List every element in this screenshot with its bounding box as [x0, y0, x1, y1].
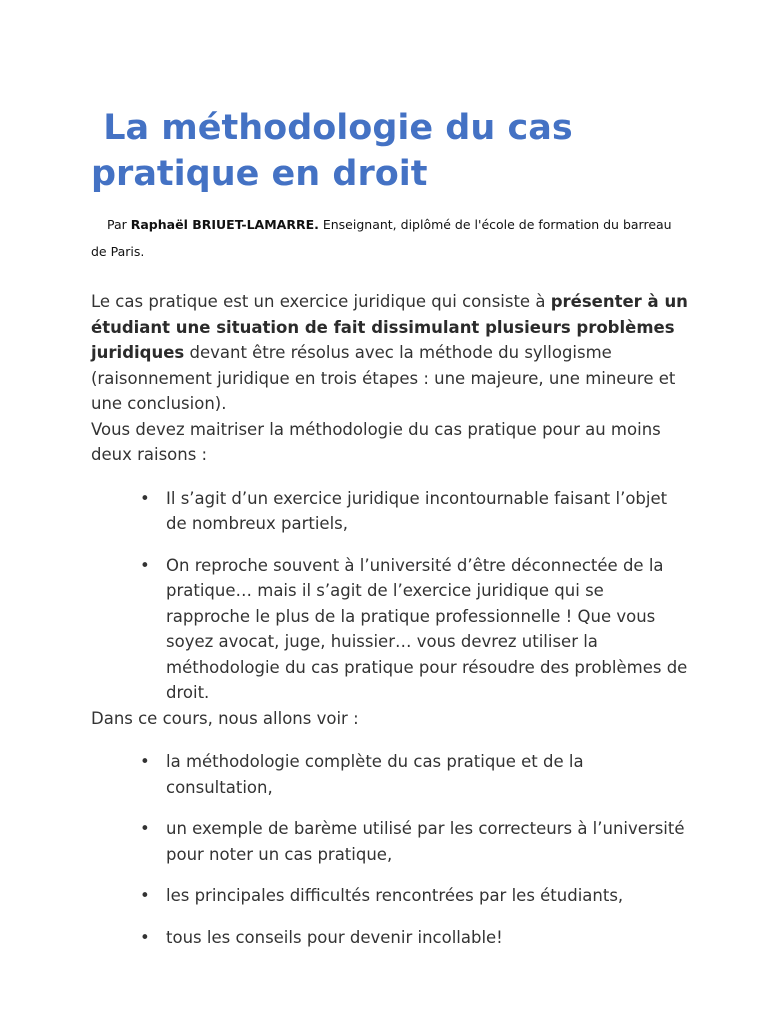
- course-intro: Dans ce cours, nous allons voir :: [91, 708, 359, 728]
- intro-paragraph: [91, 289, 691, 417]
- intro-bold-text: présenter à un étudiant une situation de fait dissimulant plusieurs problèmes juridiques: [91, 292, 688, 362]
- list-item: [140, 486, 691, 537]
- list-item-text: un exemple de barème utilisé par les correcteurs à l’université pour noter un cas pratique,: [166, 819, 685, 864]
- reasons-list: [91, 486, 691, 706]
- article-body: [91, 289, 691, 950]
- list-item-text: tous les conseils pour devenir incollable!: [166, 927, 503, 947]
- list-item: [140, 883, 691, 909]
- list-item-text: les principales difficultés rencontrées par les étudiants,: [166, 886, 624, 905]
- list-item-text: la méthodologie complète du cas pratique et de la consultation,: [166, 752, 584, 797]
- list-item: [140, 553, 691, 706]
- intro-text-2: devant être résolus avec la méthode du syllogisme (raisonnement juridique en trois étapes : une majeure, une mineure et une conclusion).: [91, 343, 676, 413]
- page-title: La méthodologie du cas pratique en droit: [91, 108, 585, 194]
- author-name: Raphaël BRIUET-LAMARRE.: [130, 217, 319, 232]
- bullet-icon: •: [140, 752, 150, 771]
- course-items-list: [91, 749, 691, 950]
- list-item: [140, 749, 691, 800]
- reasons-intro: Vous devez maitriser la méthodologie du cas pratique pour au moins deux raisons :: [91, 419, 661, 464]
- bullet-icon: •: [140, 819, 150, 838]
- bullet-icon: •: [140, 886, 150, 905]
- document-page: [91, 105, 691, 950]
- bullet-icon: •: [140, 927, 150, 947]
- author-description: Enseignant, diplômé de l'école de formation du barreau de Paris.: [91, 217, 672, 259]
- bullet-icon: •: [140, 488, 150, 508]
- list-item: [140, 816, 691, 867]
- byline-prefix: Par: [107, 217, 131, 232]
- list-item-text: On reproche souvent à l’université d’être déconnectée de la pratique… mais il s’agit de l’exercice juridique qui se rapproche le plus de la pratique professionnelle ! Que vous soyez avocat, juge, huissier… vous devrez utiliser la méthodologie du cas pratique pour résoudre des problèmes de droit.: [166, 555, 688, 702]
- author-byline: [91, 211, 691, 265]
- intro-text-1: Le cas pratique est un exercice juridique qui consiste à: [91, 292, 551, 311]
- bullet-icon: •: [140, 555, 150, 575]
- list-item: [140, 925, 691, 951]
- list-item-text: Il s’agit d’un exercice juridique incontournable faisant l’objet de nombreux partiels,: [166, 488, 668, 533]
